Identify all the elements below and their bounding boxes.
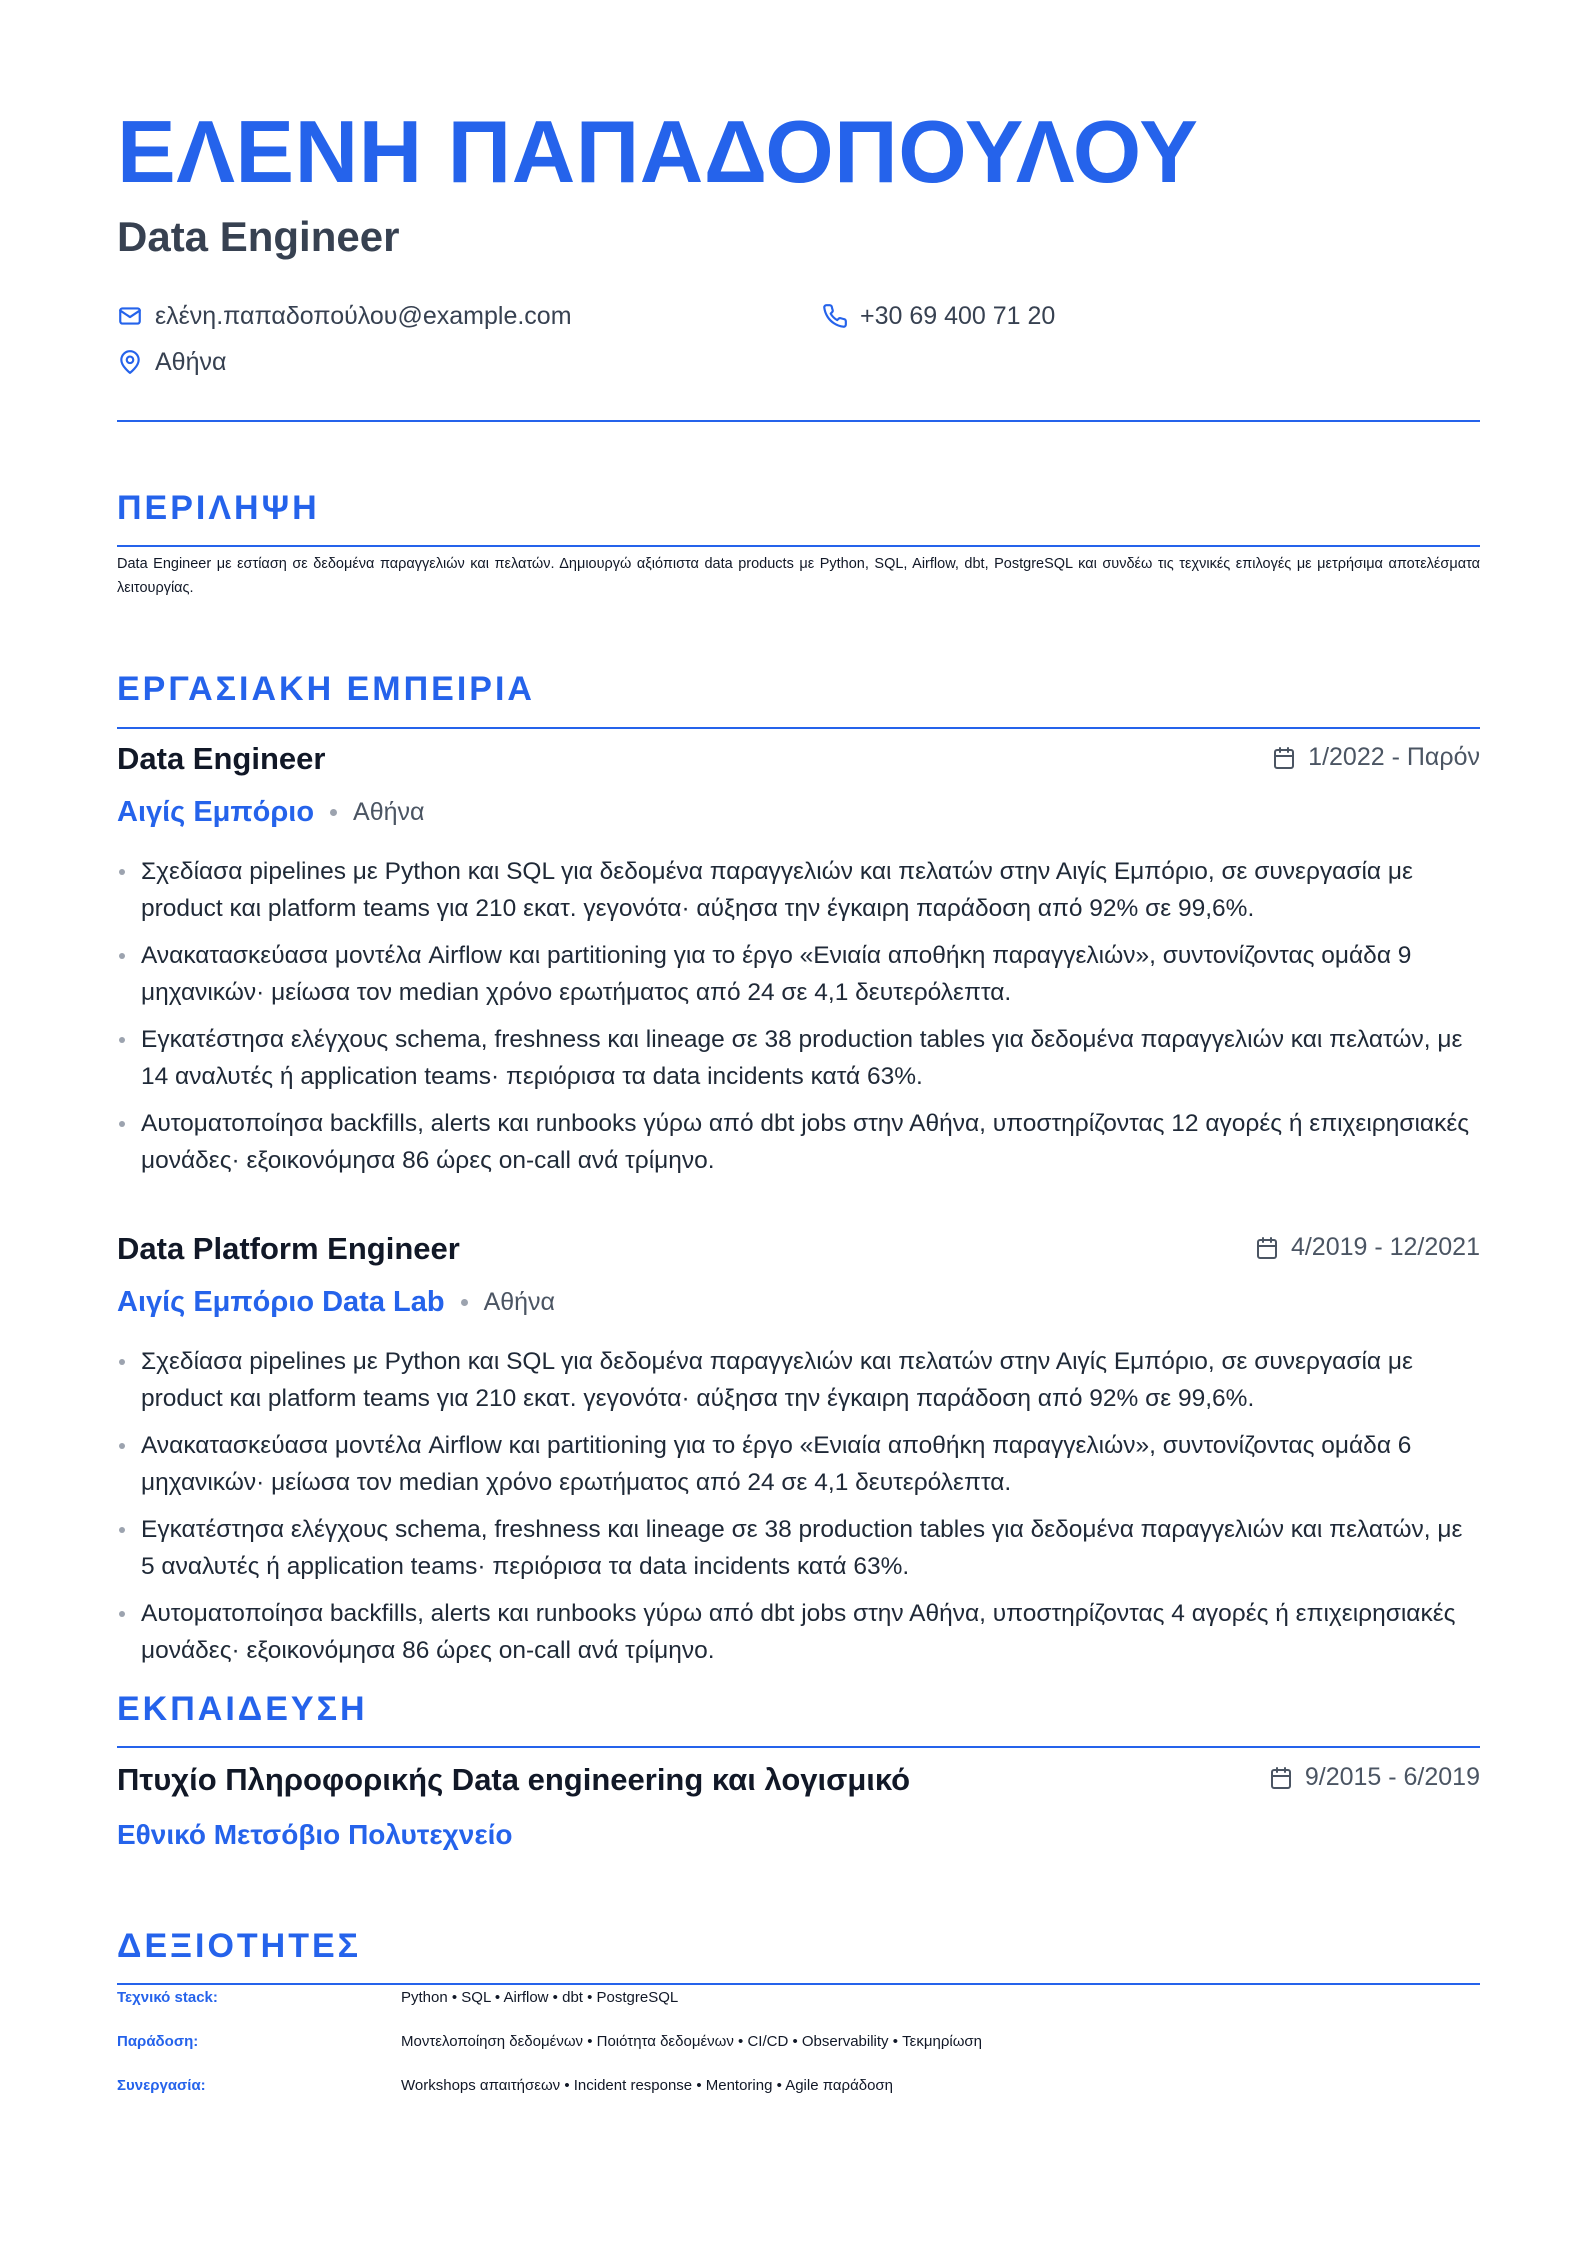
skill-value: Workshops απαιτήσεων • Incident response • Mentoring • Agile παράδοση [401,2077,894,2094]
phone-icon [822,303,848,329]
mail-icon [117,303,143,329]
section-title-education: ΕΚΠΑΙΔΕΥΣΗ [117,1690,368,1728]
list-item: Αυτοματοποίησα backfills, alerts και runbooks γύρω από dbt jobs στην Αθήνα, υποστηρίζοντας 4 αγορές ή επιχειρησιακές μονάδες· εξοικονόμησα 86 ώρες on-call ανά τρίμηνο. [117,1595,1480,1669]
phone-text: +30 69 400 71 20 [860,301,1056,330]
header-divider [117,420,1480,422]
skill-value: Python • SQL • Airflow • dbt • PostgreSQL [401,1989,679,2006]
section-title-experience: ΕΡΓΑΣΙΑΚΗ ΕΜΠΕΙΡΙΑ [117,670,535,708]
candidate-name: ΕΛΕΝΗ ΠΑΠΑΔΟΠΟΥΛΟΥ [117,102,1199,201]
location-text: Αθήνα [155,347,227,376]
map-pin-icon [117,349,143,375]
job-location: Αθήνα [483,1288,556,1316]
list-item: Σχεδίασα pipelines με Python και SQL για δεδομένα παραγγελιών και πελατών στην Αιγίς Εμπόριο, σε συνεργασία με product και platform teams για 210 εκατ. γεγονότα· αύξησα την έγκαιρη παράδοση από 92% σε 99,6%. [117,853,1480,927]
contact-phone[interactable] [822,303,1055,329]
job-dates [1255,1235,1480,1260]
company-name: Αιγίς Εμπόριο [117,796,315,828]
separator-dot [330,809,337,816]
job-company-line [117,1288,555,1317]
job-dates-text: 1/2022 - Παρόν [1308,743,1480,771]
job-dates-text: 4/2019 - 12/2021 [1290,1233,1480,1261]
job-role: Data Engineer [117,741,326,776]
education-dates-text: 9/2015 - 6/2019 [1304,1763,1480,1791]
summary-text: Data Engineer με εστίαση σε δεδομένα παραγγελιών και πελατών. Δημιουργώ αξιόπιστα data products με Python, SQL, Airflow, dbt, PostgreSQL και συνδέω τις τεχνικές επιλογές με μετρήσιμα αποτελέσματα λειτουργίας. [117,556,1480,596]
section-rule [117,727,1480,729]
section-title-summary: ΠΕΡΙΛΗΨΗ [117,489,320,527]
skill-label: Παράδοση: [117,2033,199,2050]
job-dates [1272,745,1480,770]
education-dates [1269,1765,1480,1790]
list-item: Σχεδίασα pipelines με Python και SQL για δεδομένα παραγγελιών και πελατών στην Αιγίς Εμπόριο, σε συνεργασία με product και platform teams για 210 εκατ. γεγονότα· αύξησα την έγκαιρη παράδοση από 92% σε 99,6%. [117,1343,1480,1417]
job-location: Αθήνα [353,798,425,826]
list-item: Εγκατέστησα ελέγχους schema, freshness και lineage σε 38 production tables για δεδομένα παραγγελιών και πελατών, με 5 αναλυτές ή application teams· περιόρισα τα data incidents κατά 63%. [117,1511,1480,1585]
contact-location [117,349,226,375]
skill-value: Μοντελοποίηση δεδομένων • Ποιότητα δεδομένων • CI/CD • Observability • Τεκμηρίωση [401,2033,983,2050]
education-degree: Πτυχίο Πληροφορικής Data engineering και λογισμικό [117,1762,911,1797]
job-bullets [117,1343,1480,1679]
list-item: Ανακατασκεύασα μοντέλα Airflow και partitioning για το έργο «Ενιαία αποθήκη παραγγελιών», συντονίζοντας ομάδα 9 μηχανικών· μείωσα τον median χρόνο ερωτήματος από 24 σε 4,1 δευτερόλεπτα. [117,937,1480,1011]
email-text: ελένη.παπαδοπούλου@example.com [155,301,572,330]
skill-label: Συνεργασία: [117,2077,206,2094]
calendar-icon [1255,1236,1279,1260]
list-item: Αυτοματοποίησα backfills, alerts και runbooks γύρω από dbt jobs στην Αθήνα, υποστηρίζοντας 12 αγορές ή επιχειρησιακές μονάδες· εξοικονόμησα 86 ώρες on-call ανά τρίμηνο. [117,1105,1480,1179]
calendar-icon [1272,746,1296,770]
job-title: Data Engineer [117,213,400,260]
section-rule [117,1983,1480,1985]
education-school: Εθνικό Μετσόβιο Πολυτεχνείο [117,1819,513,1850]
list-item: Εγκατέστησα ελέγχους schema, freshness και lineage σε 38 production tables για δεδομένα παραγγελιών και πελατών, με 14 αναλυτές ή application teams· περιόρισα τα data incidents κατά 63%. [117,1021,1480,1095]
separator-dot [461,1299,468,1306]
section-rule [117,1746,1480,1748]
skill-label: Τεχνικό stack: [117,1989,218,2006]
job-bullets [117,853,1480,1189]
contact-email[interactable] [117,303,572,329]
list-item: Ανακατασκεύασα μοντέλα Airflow και partitioning για το έργο «Ενιαία αποθήκη παραγγελιών», συντονίζοντας ομάδα 6 μηχανικών· μείωσα τον median χρόνο ερωτήματος από 24 σε 4,1 δευτερόλεπτα. [117,1427,1480,1501]
calendar-icon [1269,1766,1293,1790]
company-name: Αιγίς Εμπόριο Data Lab [117,1286,445,1318]
job-role: Data Platform Engineer [117,1231,460,1266]
job-company-line [117,798,424,827]
section-rule [117,545,1480,547]
section-title-skills: ΔΕΞΙΟΤΗΤΕΣ [117,1927,362,1965]
